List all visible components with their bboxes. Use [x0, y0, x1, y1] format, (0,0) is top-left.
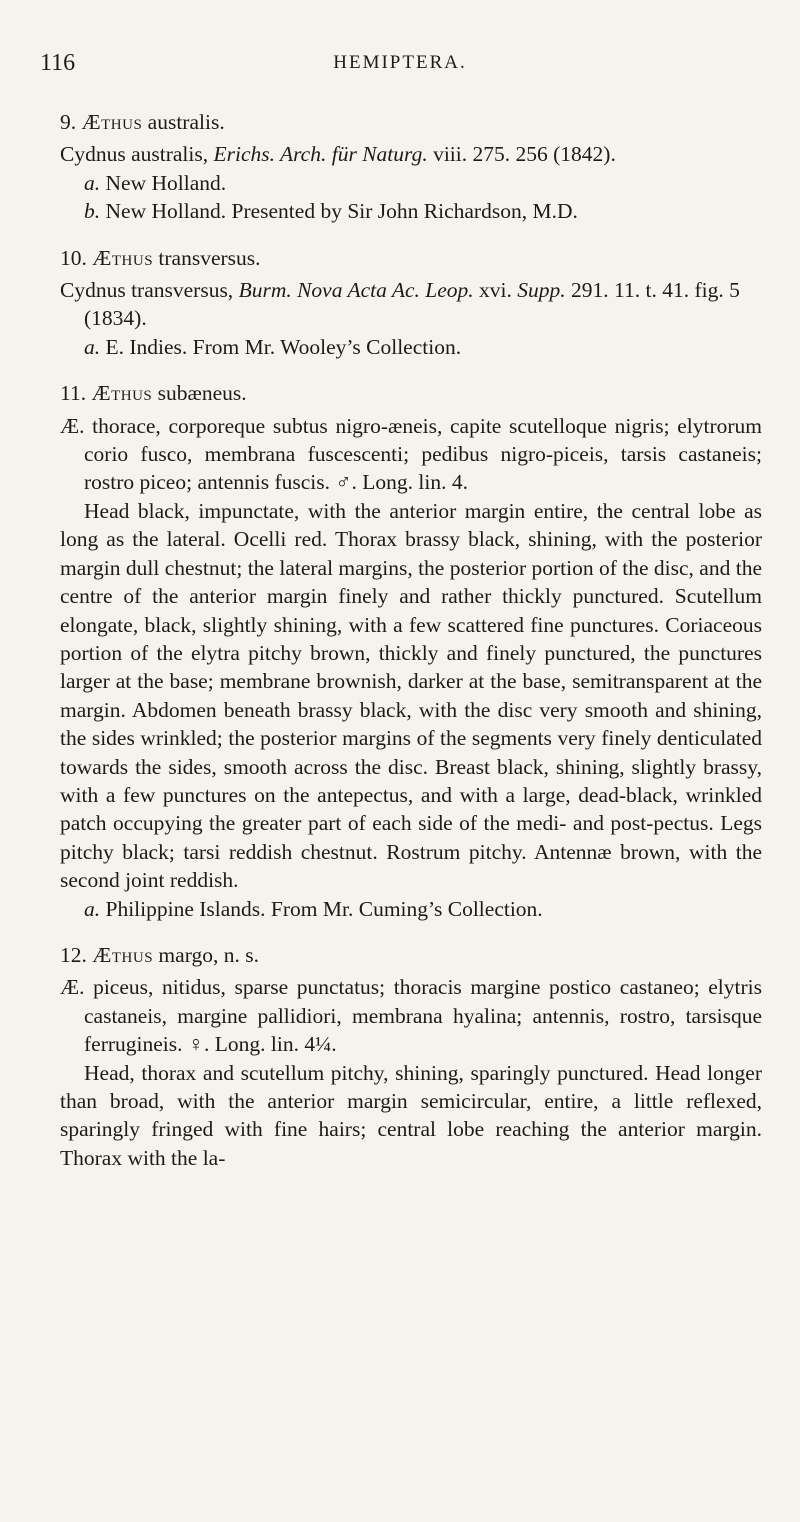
description-paragraph: Head black, impunctate, with the anterior margin entire, the central lobe as long as the lateral. Ocelli red. Thorax brassy black, shining, with the posterior margin dull chestnut; the lateral margins, the posterior portion of the disc, and the centre of the anterior margin finely and rather thickly punctured. Scutellum elongate, black, slightly shining, with a few scattered fine punctures. Coriaceous portion of the elytra pitchy brown, thickly and finely punctured, the punctures larger at the base; membrane brownish, darker at the base, semitransparent at the margin. Abdomen beneath brassy black, with the disc very smooth and shining, the sides wrinkled; the posterior margins of the segments very finely denticulated towards the sides, smooth across the disc. Breast black, shining, slightly brassy, with a few punctures on the antepectus, and with a large, dead-black, wrinkled patch occupying the greater part of each side of the medi- and post-pectus. Legs pitchy black; tarsi reddish chestnut. Rostrum pitchy. Antennæ brown, with the second joint reddish.	[60, 498, 762, 893]
species-heading	[60, 941, 762, 969]
synonym-reference: Cydnus australis, Erichs. Arch. für Naturg. viii. 275. 256 (1842).	[60, 142, 616, 167]
entry-number: 10.	[60, 245, 87, 270]
page-header	[40, 50, 760, 86]
species-entry	[60, 244, 762, 362]
description-paragraph: Head, thorax and scutellum pitchy, shining, sparingly punctured. Head longer than broad, with the anterior margin semicircular, entire, a little reflexed, sparingly fringed with fine hairs; central lobe reaching the anterior margin. Thorax with the la-	[60, 1060, 762, 1170]
specimen-line: a. New Holland.	[84, 170, 227, 195]
species-name: australis.	[147, 110, 225, 134]
species-heading	[60, 108, 762, 136]
species-name: transversus.	[158, 245, 261, 270]
genus-name: Æthus	[92, 942, 154, 967]
specimen-line: a. Philippine Islands. From Mr. Cuming’s Collection.	[84, 896, 543, 921]
species-name: margo, n. s.	[158, 942, 259, 967]
genus-name: Æthus	[92, 245, 154, 270]
specimen-line: a. E. Indies. From Mr. Wooley’s Collection.	[84, 334, 462, 359]
entry-number: 12.	[60, 942, 87, 967]
entry-number: 11.	[60, 381, 87, 406]
species-entry	[60, 941, 762, 1172]
species-name: subæneus.	[157, 381, 247, 406]
species-entry	[60, 108, 762, 226]
page-body	[60, 108, 762, 1190]
synonym-reference: Cydnus transversus, Burm. Nova Acta Ac. Leop. xvi. Supp. 291. 11. t. 41. fig. 5 (1834).	[60, 278, 740, 331]
specimen-line: b. New Holland. Presented by Sir John Richardson, M.D.	[84, 199, 578, 224]
latin-diagnosis: Æ. piceus, nitidus, sparse punctatus; thoracis margine postico castaneo; elytris castaneis, margine pallidiori, membrana hyalina; antennis, rostro, tarsisque ferrugineis. ♀. Long. lin. 4¼.	[60, 975, 762, 1057]
entry-number: 9.	[60, 110, 77, 134]
genus-name: Æthus	[81, 110, 143, 134]
species-heading	[60, 379, 762, 407]
latin-diagnosis: Æ. thorace, corporeque subtus nigro-æneis, capite scutelloque nigris; elytrorum corio fusco, membrana fuscescenti; pedibus nigro-piceis, tarsis castaneis; rostro piceo; antennis fuscis. ♂. Long. lin. 4.	[60, 413, 762, 495]
species-heading	[60, 244, 762, 272]
page-number: 116	[40, 50, 76, 76]
species-entry	[60, 379, 762, 923]
running-head: HEMIPTERA.	[333, 52, 467, 73]
genus-name: Æthus	[91, 381, 153, 406]
